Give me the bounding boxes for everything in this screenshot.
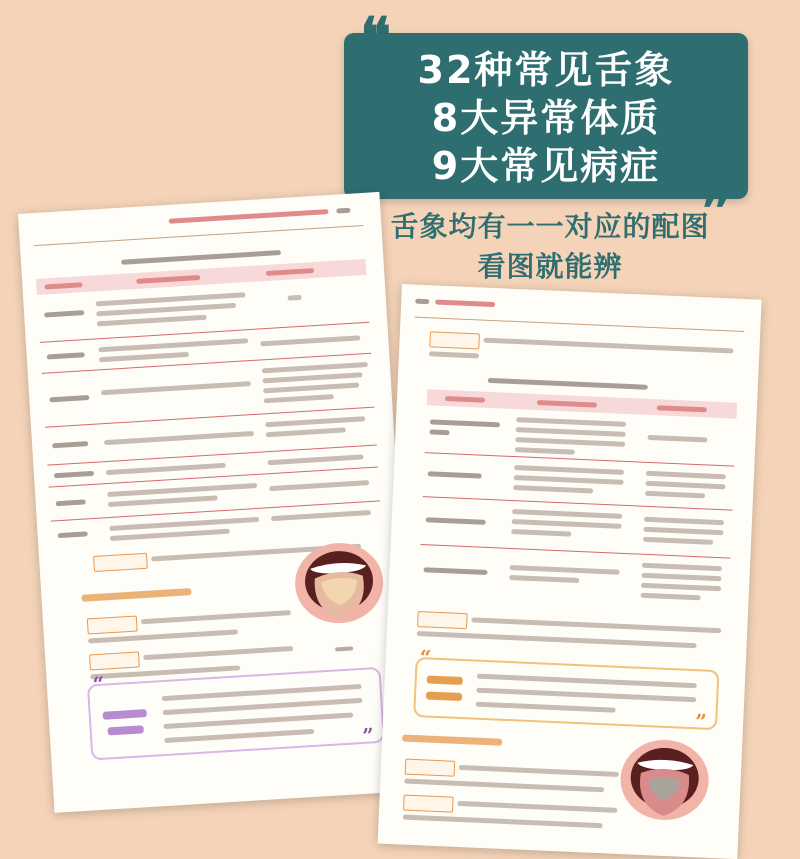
table-title xyxy=(121,250,281,265)
tongue-caption xyxy=(335,646,353,651)
running-head xyxy=(18,192,381,240)
section-title xyxy=(81,582,202,607)
table-title xyxy=(488,378,648,390)
left-book-page xyxy=(18,192,416,813)
callout-quote-icon: ” xyxy=(361,723,375,748)
headline-line-1: 32种常见舌象 xyxy=(417,48,675,92)
right-book-page xyxy=(378,284,762,859)
label-tag xyxy=(417,611,468,629)
callout-quote-icon: “ xyxy=(92,671,106,697)
headline-line-2: 8大异常体质 xyxy=(431,96,661,140)
callout-label xyxy=(96,699,154,742)
tongue-illustration xyxy=(288,534,390,648)
label-tag xyxy=(405,759,456,777)
running-head xyxy=(401,284,762,326)
section-title xyxy=(402,728,523,751)
label-tag xyxy=(403,795,454,813)
close-quote-icon: ❞ xyxy=(700,175,732,243)
tongue-illustration xyxy=(614,732,715,844)
caption-line-2: 看图就能辨 xyxy=(477,250,623,283)
callout-quote-icon: ” xyxy=(694,709,708,734)
headline-line-3: 9大常见病症 xyxy=(431,144,661,188)
label-tag xyxy=(93,553,148,572)
caption-line-1: 舌象均有一一对应的配图 xyxy=(390,210,710,243)
label-tag xyxy=(87,616,138,635)
label-tag xyxy=(89,651,140,670)
label-tag xyxy=(429,331,480,349)
terminology-callout xyxy=(87,667,385,761)
doctor-advice-callout xyxy=(413,657,719,734)
callout-quote-icon: “ xyxy=(419,645,432,670)
callout-label xyxy=(422,669,470,707)
headline-banner xyxy=(344,33,748,199)
